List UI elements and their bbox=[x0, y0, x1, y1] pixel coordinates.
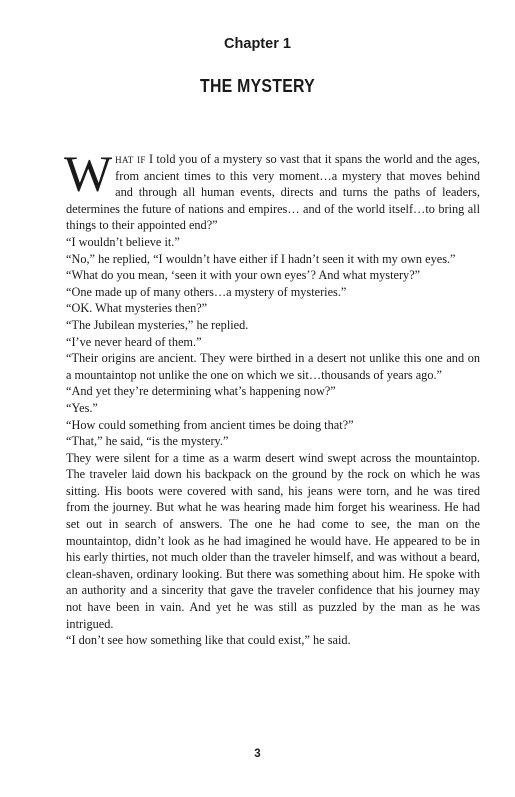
lead-in: hat if bbox=[115, 152, 146, 166]
paragraph: “One made up of many others…a mystery of mysteries.” bbox=[66, 284, 347, 299]
paragraph: “I wouldn’t believe it.” bbox=[66, 234, 180, 249]
paragraph: “No,” he replied, “I wouldn’t have either if I hadn’t seen it with my own eyes.” bbox=[66, 251, 456, 266]
page-number: 3 bbox=[254, 748, 261, 760]
paragraph: “Yes.” bbox=[66, 400, 98, 415]
paragraph: They were silent for a time as a warm desert wind swept across the mountaintop. The traveler laid down his backpack on the ground by the rock on which he was sitting. His boots were covered with sand, his jeans were torn, and he was tired from the journey. But what he was hearing made him forget his weariness. He had set out in search of answers. The one he had come to see, the man on the mountaintop, didn’t look as he had imagined he would have. He appeared to be in his early thirties, not much older than the traveler himself, and was without a beard, clean-shaven, ordinary looking. But there was something about him. He spoke with an authority and a sincerity that gave the traveler confidence that his journey may not have been in vain. And yet he was still as puzzled by the man as he was intrigued. bbox=[66, 450, 480, 631]
body-text bbox=[64, 147, 480, 649]
paragraph: “Their origins are ancient. They were birthed in a desert not unlike this one and on a mountaintop not unlike the one on which we sit…thousands of years ago.” bbox=[66, 351, 480, 382]
paragraph: “The Jubilean mysteries,” he replied. bbox=[66, 317, 249, 332]
drop-cap: W bbox=[64, 147, 113, 203]
paragraph: “OK. What mysteries then?” bbox=[66, 301, 208, 316]
paragraph: “And yet they’re determining what’s happening now?” bbox=[66, 384, 336, 399]
paragraph: “What do you mean, ‘seen it with your own eyes’? And what mystery?” bbox=[66, 268, 421, 283]
paragraph: “I don’t see how something like that could exist,” he said. bbox=[66, 633, 351, 648]
chapter-label: Chapter 1 bbox=[224, 36, 291, 52]
paragraph: “I’ve never heard of them.” bbox=[66, 334, 202, 349]
chapter-title: THE MYSTERY bbox=[200, 76, 315, 96]
paragraph: “How could something from ancient times be doing that?” bbox=[66, 417, 354, 432]
paragraph: “That,” he said, “is the mystery.” bbox=[66, 434, 229, 449]
opening-paragraph bbox=[64, 147, 480, 234]
opening-text: I told you of a mystery so vast that it spans the world and the ages, from ancient times to this very moment…a mystery that moves behind and through all human events, directs and turns the paths of leaders, determines the future of nations and empires… and of the world itself…to bring all things to their appointed end?” bbox=[66, 152, 480, 233]
